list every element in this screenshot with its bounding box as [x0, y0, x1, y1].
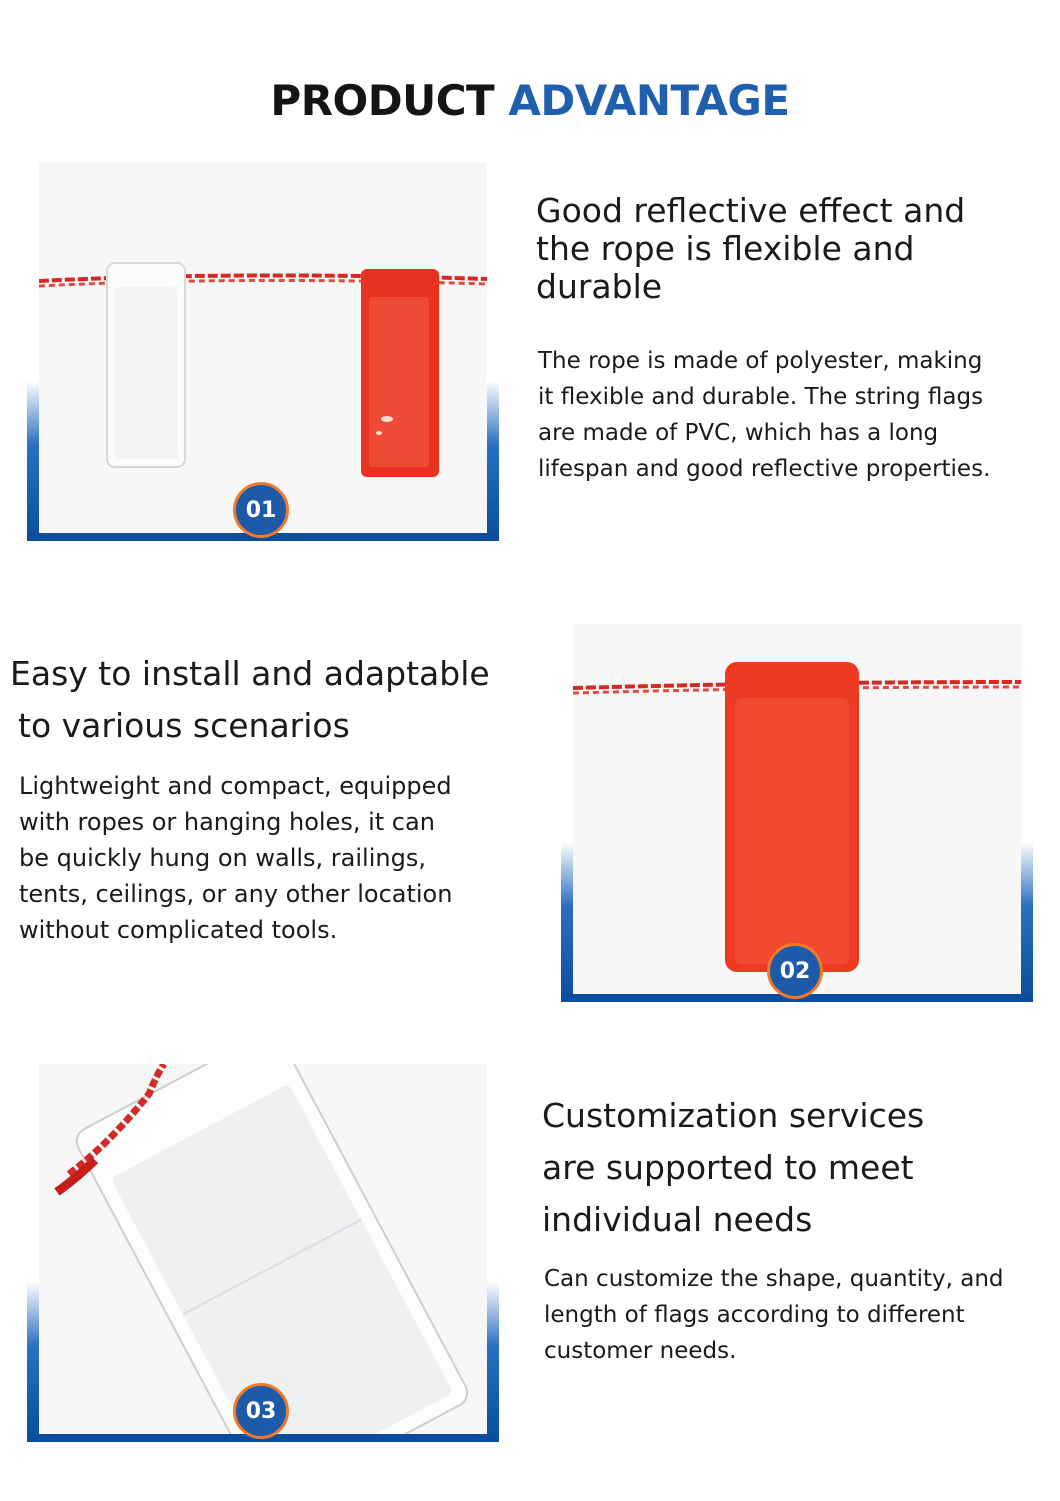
clear-flag-closeup-illustration — [39, 1064, 487, 1434]
heading-line: Customization services — [542, 1096, 925, 1135]
frame-accent-right — [487, 381, 499, 541]
section-3-body — [544, 1261, 1004, 1369]
section-1-body — [538, 343, 990, 487]
title-word-advantage: ADVANTAGE — [508, 76, 790, 125]
section-3-badge: 03 — [233, 1383, 289, 1439]
section-2-image-frame — [561, 624, 1033, 1002]
body-line: without complicated tools. — [19, 916, 338, 944]
section-3-photo — [39, 1064, 487, 1434]
heading-line: durable — [536, 267, 663, 306]
frame-accent-left — [27, 381, 39, 541]
section-1-image-frame — [27, 163, 499, 541]
section-2-body — [19, 768, 452, 948]
heading-line: the rope is flexible and — [536, 229, 915, 268]
body-line: tents, ceilings, or any other location — [19, 880, 453, 908]
section-1-heading — [536, 192, 965, 306]
body-line: are made of PVC, which has a long — [538, 420, 939, 446]
heading-line: individual needs — [542, 1200, 813, 1239]
heading-line: Easy to install and adaptable — [10, 654, 490, 693]
body-line: The rope is made of polyester, making — [538, 348, 983, 374]
body-line: be quickly hung on walls, railings, — [19, 844, 426, 872]
section-3-heading — [542, 1090, 924, 1246]
flags-on-rope-illustration — [39, 163, 487, 533]
frame-accent-left — [561, 842, 573, 1002]
body-line: with ropes or hanging holes, it can — [19, 808, 435, 836]
section-3-image-frame — [27, 1064, 499, 1442]
title-word-product: PRODUCT — [270, 76, 495, 125]
body-line: Lightweight and compact, equipped — [19, 772, 452, 800]
frame-accent-right — [1021, 842, 1033, 1002]
body-line: customer needs. — [544, 1338, 737, 1364]
section-2-heading — [10, 648, 490, 752]
body-line: it flexible and durable. The string flags — [538, 384, 984, 410]
heading-line: Good reflective effect and — [536, 191, 966, 230]
body-line: Can customize the shape, quantity, and — [544, 1266, 1004, 1292]
heading-line: are supported to meet — [542, 1148, 914, 1187]
section-1-photo — [39, 163, 487, 533]
heading-line: to various scenarios — [18, 706, 350, 745]
body-line: length of flags according to different — [544, 1302, 965, 1328]
section-1-badge: 01 — [233, 482, 289, 538]
section-2-photo — [573, 624, 1021, 994]
page-title — [0, 76, 1060, 125]
section-2-badge: 02 — [767, 943, 823, 999]
body-line: lifespan and good reflective properties. — [538, 456, 991, 482]
frame-accent-left — [27, 1282, 39, 1442]
frame-accent-right — [487, 1282, 499, 1442]
red-flag-illustration — [573, 624, 1021, 994]
